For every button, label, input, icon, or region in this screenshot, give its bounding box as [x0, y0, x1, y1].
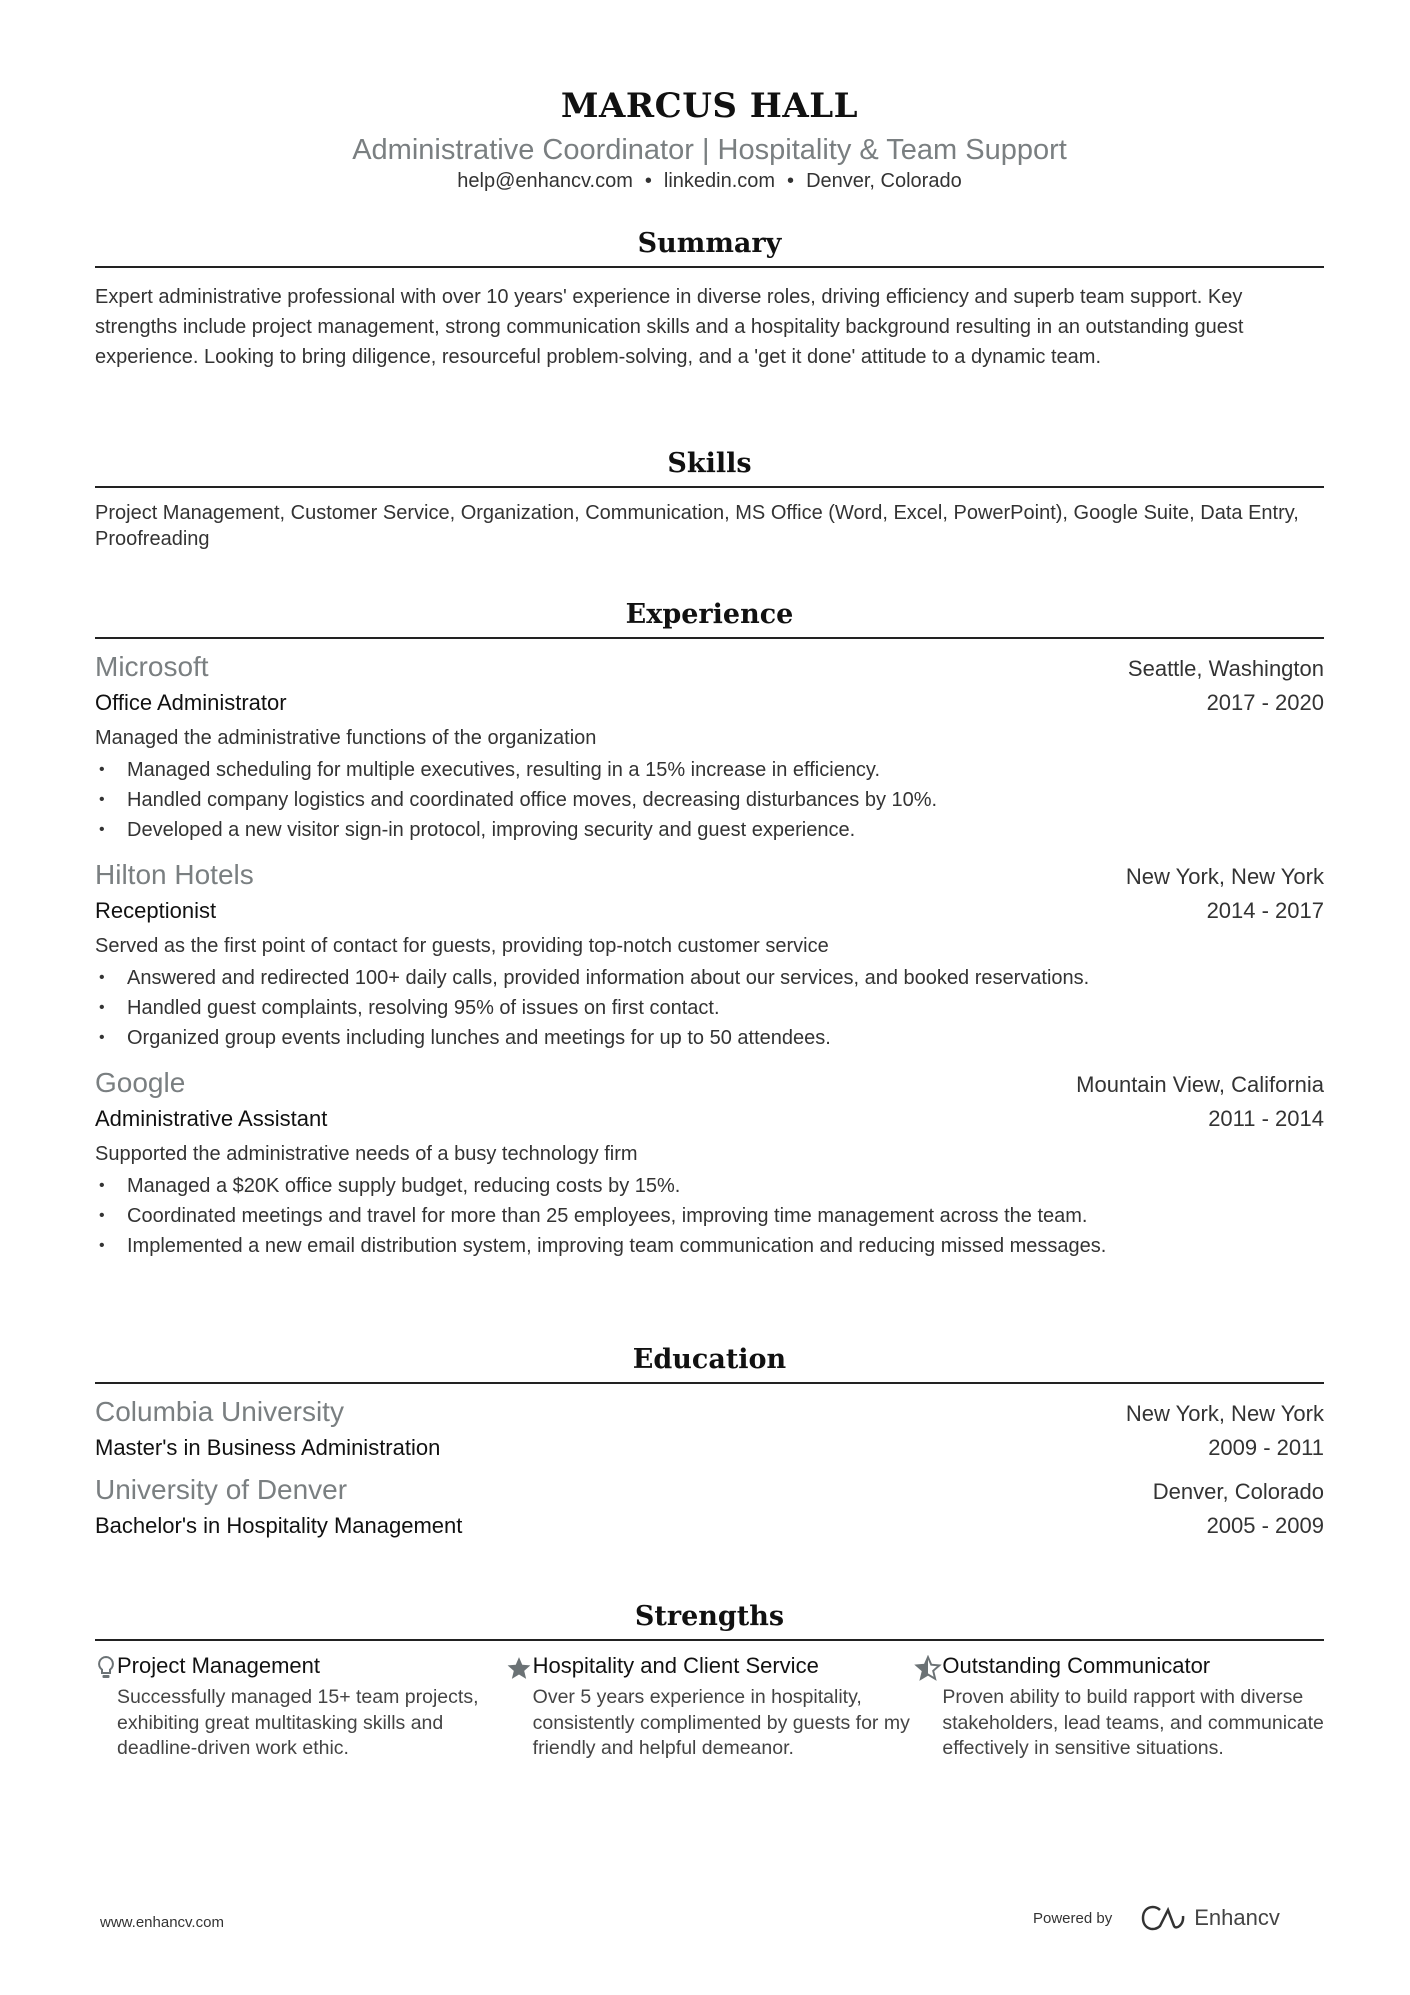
strength-item — [95, 1651, 505, 1762]
section-heading: Summary — [637, 228, 782, 259]
strength-item — [914, 1651, 1324, 1762]
school-name: Columbia University — [95, 1396, 344, 1427]
footer-branding — [1033, 1905, 1280, 1931]
job-role: Office Administrator — [95, 690, 287, 715]
job-role: Administrative Assistant — [95, 1106, 328, 1131]
divider — [95, 1639, 1324, 1641]
job-dates: 2014 - 2017 — [1206, 898, 1324, 923]
job-bullet: • Handled company logistics and coordinated office moves, decreasing disturbances by 10%. — [95, 785, 1324, 815]
job-entry — [95, 649, 1324, 845]
job-description: Supported the administrative needs of a busy technology firm — [95, 1143, 638, 1165]
summary-text: Expert administrative professional with over 10 years' experience in diverse roles, driving efficiency and superb team support. Key strengths include project management, strong communication skills and a hospitality background resulting in an outstanding guest experience. Looking to bring diligence, resourceful problem-solving, and a 'get it done' attitude to a dynamic team. — [95, 286, 1244, 368]
divider — [95, 1382, 1324, 1384]
job-location: New York, New York — [1125, 864, 1324, 889]
company-name: Hilton Hotels — [95, 859, 254, 890]
lightbulb-icon — [95, 1651, 117, 1762]
section-heading: Strengths — [634, 1601, 785, 1632]
powered-by-label: Powered by — [1033, 1909, 1113, 1927]
skills-text: Project Management, Customer Service, Organization, Communication, MS Office (Word, Excel, PowerPoint), Google Suite, Data Entry, Proofreading — [95, 502, 1299, 550]
company-name: Microsoft — [95, 651, 209, 682]
education-dates: 2005 - 2009 — [1206, 1513, 1324, 1538]
education-entry — [95, 1394, 1324, 1466]
job-bullet: • Developed a new visitor sign-in protocol, improving security and guest experience. — [95, 815, 1324, 845]
job-entry — [95, 1065, 1324, 1261]
divider — [95, 637, 1324, 639]
company-name: Google — [95, 1067, 186, 1098]
skills-section — [95, 448, 1324, 552]
degree: Master's in Business Administration — [95, 1435, 441, 1460]
divider — [95, 486, 1324, 488]
star-half-icon — [914, 1651, 942, 1762]
strength-title: Outstanding Communicator — [942, 1653, 1211, 1678]
job-bullet: • Answered and redirected 100+ daily calls, provided information about our services, and booked reservations. — [95, 963, 1324, 993]
job-description: Managed the administrative functions of the organization — [95, 727, 597, 749]
email-link[interactable]: help@enhancv.com — [457, 170, 633, 192]
job-bullet: • Handled guest complaints, resolving 95% of issues on first contact. — [95, 993, 1324, 1023]
job-bullets — [95, 755, 1324, 845]
divider — [95, 266, 1324, 268]
strength-description: Proven ability to build rapport with diverse stakeholders, lead teams, and communicate effectively in sensitive situations. — [942, 1686, 1324, 1760]
candidate-name: MARCUS HALL — [560, 86, 859, 126]
section-heading: Skills — [667, 448, 752, 479]
school-location: New York, New York — [1125, 1401, 1324, 1426]
star-filled-icon — [505, 1651, 533, 1762]
contact-info: help@enhancv.com • linkedin.com • Denver, Colorado — [457, 170, 962, 192]
enhancv-logo[interactable] — [1140, 1905, 1280, 1931]
job-location: Seattle, Washington — [1127, 656, 1324, 681]
location: Denver, Colorado — [806, 170, 962, 192]
brand-name: Enhancv — [1194, 1905, 1280, 1930]
job-bullets — [95, 963, 1324, 1053]
education-entry — [95, 1472, 1324, 1544]
school-name: University of Denver — [95, 1474, 348, 1505]
strength-description: Over 5 years experience in hospitality, consistently complimented by guests for my friendly and helpful demeanor. — [532, 1686, 910, 1760]
enhancv-logo-icon — [1140, 1905, 1186, 1931]
section-heading: Education — [632, 1344, 787, 1375]
job-bullet: • Organized group events including lunches and meetings for up to 50 attendees. — [95, 1023, 1324, 1053]
school-location: Denver, Colorado — [1152, 1479, 1324, 1504]
strength-item — [505, 1651, 915, 1762]
linkedin-link[interactable]: linkedin.com — [663, 170, 776, 192]
strength-title: Hospitality and Client Service — [532, 1653, 819, 1678]
job-dates: 2011 - 2014 — [1208, 1106, 1324, 1131]
education-dates: 2009 - 2011 — [1208, 1435, 1324, 1460]
experience-section — [95, 599, 1324, 1273]
degree: Bachelor's in Hospitality Management — [95, 1513, 463, 1538]
job-location: Mountain View, California — [1076, 1072, 1324, 1097]
job-description: Served as the first point of contact for guests, providing top-notch customer service — [95, 935, 829, 957]
strengths-section — [95, 1601, 1324, 1762]
job-bullet: • Managed scheduling for multiple executives, resulting in a 15% increase in efficiency. — [95, 755, 1324, 785]
job-entry — [95, 857, 1324, 1053]
strength-description: Successfully managed 15+ team projects, exhibiting great multitasking skills and deadline-driven work ethic. — [117, 1686, 479, 1760]
job-dates: 2017 - 2020 — [1206, 690, 1324, 715]
education-section — [95, 1344, 1324, 1550]
candidate-title: Administrative Coordinator | Hospitality & Team Support — [352, 134, 1067, 166]
job-bullets — [95, 1171, 1324, 1261]
summary-section — [95, 228, 1324, 372]
strength-title: Project Management — [117, 1653, 320, 1678]
job-bullet: • Coordinated meetings and travel for more than 25 employees, improving time management across the team. — [95, 1201, 1324, 1231]
job-role: Receptionist — [95, 898, 217, 923]
job-bullet: • Implemented a new email distribution system, improving team communication and reducing missed messages. — [95, 1231, 1324, 1261]
footer-website[interactable]: www.enhancv.com — [100, 1914, 224, 1931]
job-bullet: • Managed a $20K office supply budget, reducing costs by 15%. — [95, 1171, 1324, 1201]
section-heading: Experience — [625, 599, 794, 630]
